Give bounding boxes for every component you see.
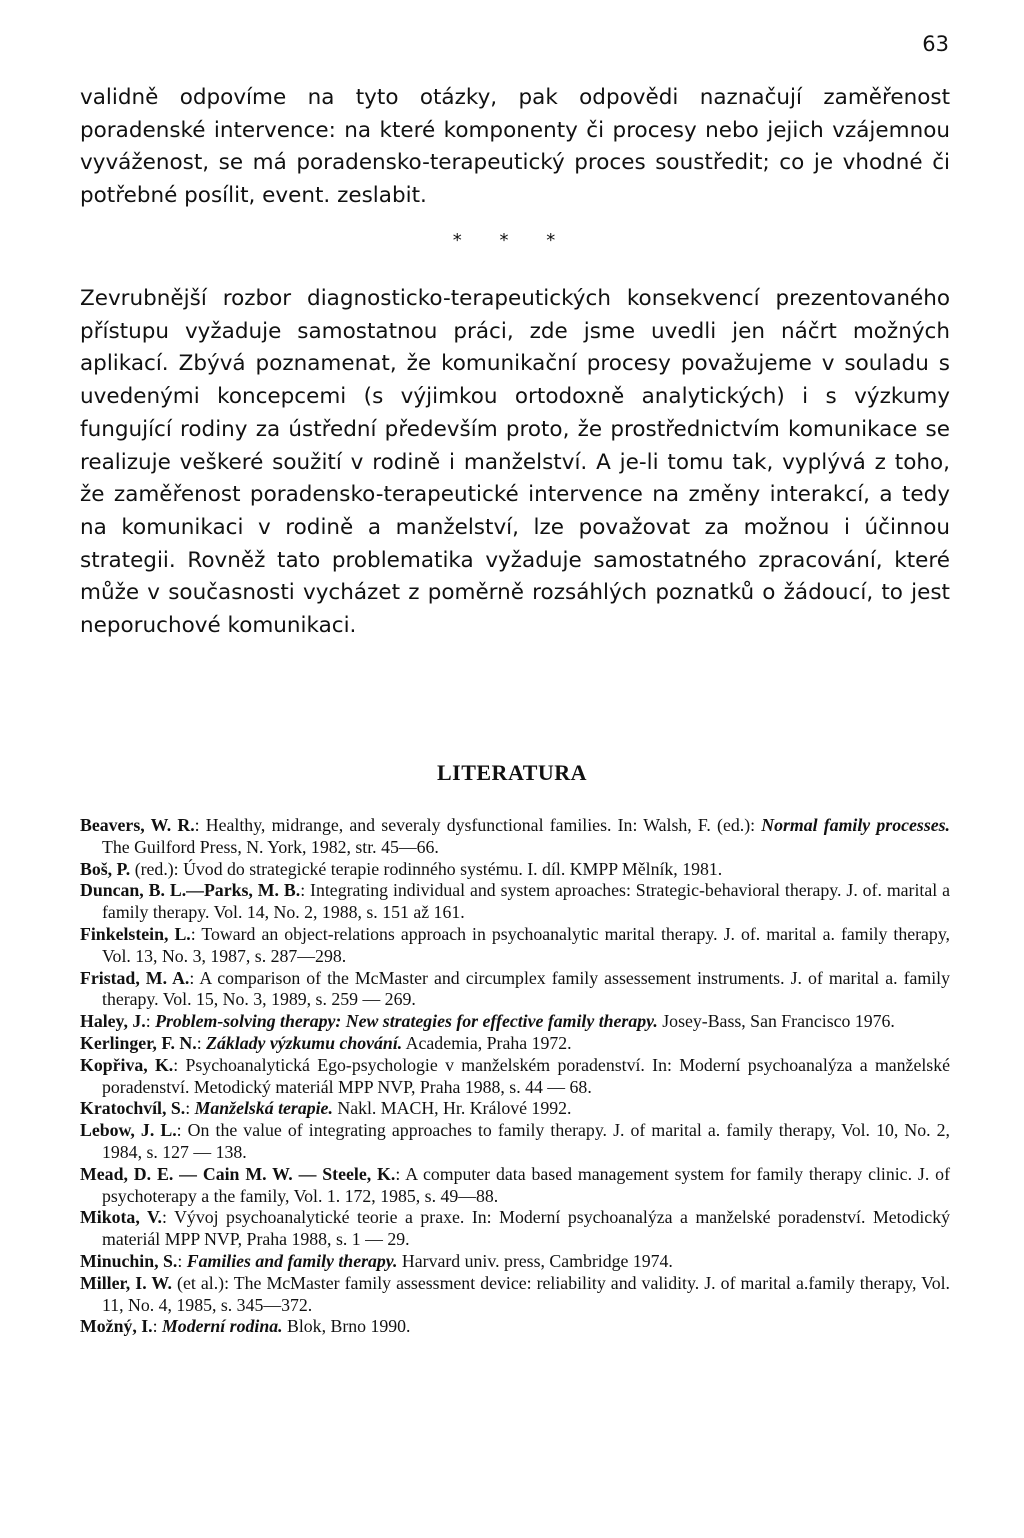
reference-list	[80, 815, 950, 1338]
reference-title: Základy výzkumu chování.	[206, 1032, 403, 1053]
reference-author: Kopřiva, K.	[80, 1054, 174, 1075]
reference-author: Fristad, M. A.	[80, 967, 190, 988]
reference-text: : A comparison of the McMaster and circumplex family assessement instruments. J. of marital a. family therapy. Vol. 15, No. 3, 1989, s. 259 — 269.	[102, 967, 950, 1010]
reference-item	[80, 1207, 950, 1251]
reference-text: : Psychoanalytická Ego-psychologie v manželském poradenství. In: Moderní psychoanalýza a manželské poradenství. Metodický materiál MPP NVP, Praha 1988, s. 44 — 68.	[102, 1054, 950, 1097]
reference-text: : Toward an object-relations approach in psychoanalytic marital therapy. J. of. marital a. family therapy, Vol. 13, No. 3, 1987, s. 287—298.	[102, 923, 951, 966]
reference-author: Duncan, B. L.—Parks, M. B.	[80, 880, 301, 901]
reference-item	[80, 1011, 950, 1033]
reference-author: Beavers, W. R.	[80, 815, 195, 835]
reference-author: Mead, D. E. — Cain M. W. — Steele, K.	[80, 1163, 396, 1184]
reference-item	[80, 968, 950, 1012]
reference-title: Normal family processes.	[761, 815, 950, 835]
reference-item	[80, 1164, 950, 1208]
reference-author: Možný, I.	[80, 1316, 153, 1337]
reference-text: : A computer data based management system for family therapy clinic. J. of psychoterapy a the family, Vol. 1. 172, 1985, s. 49—88.	[102, 1163, 950, 1206]
reference-text: :	[152, 1316, 162, 1337]
reference-item	[80, 1316, 950, 1338]
reference-text: :	[196, 1032, 207, 1053]
reference-item	[80, 1120, 950, 1164]
reference-title: Families and family therapy.	[186, 1250, 398, 1271]
body-paragraph-2: Zevrubnější rozbor diagnosticko-terapeutických konsekvencí prezentovaného přístupu vyžaduje samostatnou práci, zde jsme uvedli jen náčrt možných aplikací. Zbývá poznamenat, že komunikační procesy považujeme v souladu s uvedenými koncepcemi (s výjimkou ortodoxně analytických) i s výzkumy fungující rodiny za ústřední především proto, že prostřednictvím komunikace se realizuje veškeré soužití v rodině i manželství. A je-li tomu tak, vyplývá z toho, že zaměřenost poradensko-terapeutické intervence na změny interakcí, a tedy na komunikaci v rodině a manželství, lze považovat za možnou i účinnou strategii. Rovněž tato problematika vyžaduje samostatného zpracování, které může v současnosti vycházet z poměrně rozsáhlých poznatků o žádoucí, to jest neporuchové komunikaci.	[80, 286, 950, 639]
reference-text: :	[185, 1098, 195, 1119]
body-paragraph-1: validně odpovíme na tyto otázky, pak odpovědi naznačují zaměřenost poradenské intervence: na které komponenty či procesy nebo jejich vzájemnou vyváženost, se má poradensko-terapeutický proces soustředit; co je vhodné či potřebné posílit, event. zeslabit.	[80, 85, 950, 209]
reference-author: Kerlinger, F. N.	[80, 1032, 197, 1053]
reference-text: : Integrating individual and system aproaches: Strategic-behavioral therapy. J. of. marital a family therapy. Vol. 14, No. 2, 1988, s. 151 až 161.	[102, 880, 950, 923]
reference-author: Lebow, J. L.	[80, 1120, 177, 1141]
reference-tail: Harvard univ. press, Cambridge 1974.	[397, 1250, 673, 1271]
reference-item	[80, 880, 950, 924]
reference-author: Boš, P.	[80, 858, 131, 879]
reference-author: Minuchin, S.	[80, 1250, 178, 1271]
literature-heading: LITERATURA	[436, 760, 588, 785]
reference-text: (red.): Úvod do strategické terapie rodinného systému. I. díl. KMPP Mělník, 1981.	[130, 858, 723, 879]
reference-text: :	[145, 1011, 156, 1032]
reference-text: : On the value of integrating approaches to family therapy. J. of marital a. family therapy, Vol. 10, No. 2, 1984, s. 127 — 138.	[102, 1120, 950, 1162]
reference-item	[80, 815, 950, 859]
reference-author: Haley, J.	[80, 1011, 146, 1032]
reference-author: Miller, I. W.	[80, 1272, 172, 1293]
reference-title: Moderní rodina.	[162, 1316, 283, 1337]
section-divider: * * *	[452, 230, 572, 251]
page-number: 63	[922, 32, 949, 56]
reference-tail: Nakl. MACH, Hr. Králové 1992.	[332, 1098, 572, 1119]
reference-tail: Blok, Brno 1990.	[282, 1316, 411, 1337]
reference-author: Mikota, V.	[80, 1207, 162, 1228]
reference-item	[80, 1098, 950, 1120]
reference-title: Problem-solving therapy: New strategies for effective family therapy.	[155, 1011, 658, 1032]
reference-text: : Vývoj psychoanalytické teorie a praxe. In: Moderní psychoanalýza a manželské poradenství. Metodický materiál MPP NVP, Praha 1988, s. 1 — 29.	[102, 1207, 950, 1250]
reference-item	[80, 1033, 950, 1055]
reference-item	[80, 1055, 950, 1099]
reference-item	[80, 859, 950, 881]
reference-item	[80, 1273, 950, 1317]
reference-text: (et al.): The McMaster family assessment device: reliability and validity. J. of marital a.family therapy, Vol. 11, No. 4, 1985, s. 345—372.	[102, 1272, 950, 1315]
reference-tail: Academia, Praha 1972.	[402, 1032, 572, 1053]
reference-author: Finkelstein, L.	[80, 923, 191, 944]
reference-tail: The Guilford Press, N. York, 1982, str. 45—66.	[102, 836, 439, 857]
reference-tail: Josey-Bass, San Francisco 1976.	[657, 1011, 895, 1032]
reference-author: Kratochvíl, S.	[80, 1098, 186, 1119]
reference-title: Manželská terapie.	[194, 1098, 333, 1119]
reference-item	[80, 924, 950, 968]
reference-text: :	[177, 1250, 187, 1271]
reference-item	[80, 1251, 950, 1273]
reference-text: : Healthy, midrange, and severaly dysfunctional families. In: Walsh, F. (ed.):	[194, 815, 762, 835]
